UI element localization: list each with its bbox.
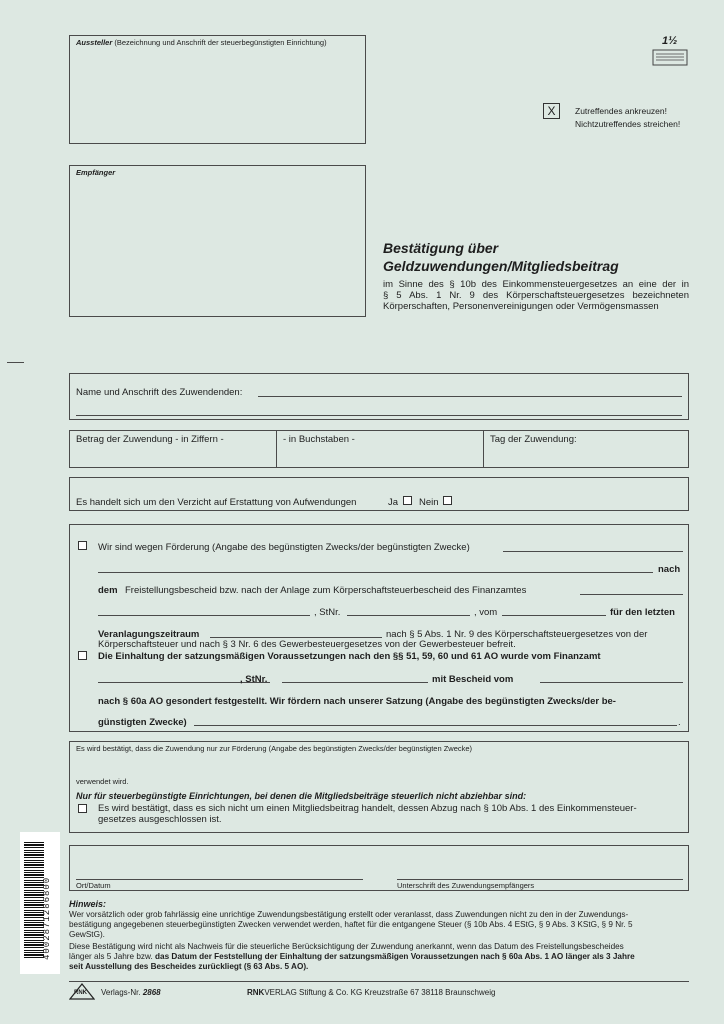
- confirm-line1: Es wird bestätigt, dass die Zuwendung nur zur Förderung (Angabe des begünstigten Zwecks/der begünstigten Zwecke): [76, 744, 473, 753]
- footer-rule: [69, 981, 689, 982]
- donor-box: [69, 373, 689, 420]
- tax-office-input2[interactable]: [98, 615, 310, 616]
- recipient-box[interactable]: [69, 165, 366, 317]
- issuer-box[interactable]: [69, 35, 366, 144]
- amount-box: [69, 430, 689, 468]
- hint-p2b-normal: länger als 5 Jahre bzw.: [69, 952, 156, 961]
- exemption-box: [69, 524, 689, 732]
- hint-p2a: Diese Bestätigung wird nicht als Nachweis für die steuerliche Berücksichtigung der Zuwendung anerkannt, wenn das Datum des Freistellungsbescheides: [69, 942, 624, 951]
- exemption-nach: nach: [658, 564, 681, 575]
- exemption-checkbox[interactable]: [78, 541, 87, 550]
- stnr2-input[interactable]: [282, 682, 428, 683]
- amount-digits-label: Betrag der Zuwendung - in Ziffern -: [76, 434, 224, 445]
- footer-order-number: 2868: [142, 988, 161, 997]
- form-title-line2: Geldzuwendungen/Mitgliedsbeitrag: [383, 258, 619, 274]
- waiver-no-label: Nein: [419, 497, 439, 508]
- stack-icon: [651, 48, 691, 68]
- donor-input-line1[interactable]: [258, 396, 682, 397]
- exemption-line6: Körperschaftsteuer und nach § 3 Nr. 6 des Gewerbesteuergesetzes von der Gewerbesteuer befreit.: [98, 639, 516, 650]
- exemption-bescheid: mit Bescheid vom: [432, 674, 514, 685]
- publisher-logo: [69, 983, 95, 1000]
- exemption-line3: Freistellungsbescheid bzw. nach der Anlage zum Körperschaftsteuerbescheid des Finanzamtes: [125, 585, 527, 596]
- waiver-text: Es handelt sich um den Verzicht auf Erstattung von Aufwendungen: [76, 497, 357, 508]
- mark-legend-line2: Nichtzutreffendes streichen!: [575, 119, 681, 129]
- notice-date-input[interactable]: [540, 682, 683, 683]
- fold-mark: [7, 362, 24, 363]
- form-desc-line1: im Sinne des § 10b des Einkommensteuergesetzes an eine der in: [383, 279, 689, 290]
- exemption-stnr2: , StNr.: [240, 674, 268, 685]
- exemption-vom: , vom: [474, 607, 498, 618]
- statutes-checkbox[interactable]: [78, 651, 87, 660]
- confirm-check2: gesetzes ausgeschlossen ist.: [98, 814, 222, 825]
- mark-legend-box: [543, 103, 560, 119]
- signature-line[interactable]: [397, 879, 683, 880]
- barcode-bars: [24, 842, 44, 960]
- period-input[interactable]: [210, 637, 382, 638]
- waiver-no-checkbox[interactable]: [443, 496, 452, 505]
- purpose-input-line2[interactable]: [98, 572, 653, 573]
- recipient-label: Empfänger: [76, 168, 116, 177]
- exemption-line9: nach § 60a AO gesondert festgestellt. Wir fördern nach unserer Satzung (Angabe des begünstigten Zwecks/der be-: [98, 696, 616, 707]
- barcode: [20, 832, 60, 974]
- hint-p1a: Wer vorsätzlich oder grob fahrlässig eine unrichtige Zuwendungsbestätigung erstellt oder veranlasst, dass Zuwendungen nicht zu den in der Zuwendungs-: [69, 910, 629, 919]
- donor-label: Name und Anschrift des Zuwendenden:: [76, 387, 243, 398]
- confirm-purpose-field[interactable]: [76, 754, 682, 774]
- issuer-label-desc: (Bezeichnung und Anschrift der steuerbegünstigten Einrichtung): [112, 38, 327, 47]
- hint-p2b-bold: das Datum der Feststellung der Einhaltung der satzungsmäßigen Voraussetzungen nach § 60a Abs. 1 AO länger als 3 Jahre: [155, 952, 635, 961]
- confirmation-box: [69, 741, 689, 833]
- footer-order: [101, 988, 161, 997]
- copy-marker-label: 1½: [662, 35, 678, 47]
- confirm-used: verwendet wird.: [76, 777, 129, 786]
- exemption-dot: .: [678, 717, 681, 728]
- date-input[interactable]: [502, 615, 606, 616]
- signature-label: Unterschrift des Zuwendungsempfängers: [397, 881, 535, 890]
- hint-title: Hinweis:: [69, 899, 107, 909]
- place-date-label: Ort/Datum: [76, 881, 111, 890]
- form-title-line1: Bestätigung über: [383, 240, 499, 256]
- footer-publisher-text: VERLAG Stiftung & Co. KG Kreuzstraße 67 38118 Braunschweig: [264, 988, 496, 997]
- exemption-dem: dem: [98, 585, 118, 596]
- exemption-line1: Wir sind wegen Förderung (Angabe des begünstigten Zwecks/der begünstigten Zwecke): [98, 542, 470, 553]
- waiver-box: [69, 477, 689, 511]
- purpose-input-line1[interactable]: [503, 551, 683, 552]
- amount-date-field[interactable]: [484, 445, 688, 467]
- exemption-line5: nach § 5 Abs. 1 Nr. 9 des Körperschaftsteuergesetzes von der: [386, 629, 648, 640]
- waiver-yes-label: Ja: [388, 497, 399, 508]
- footer-order-label: Verlags-Nr.: [101, 988, 141, 997]
- exemption-veranl: Veranlagungszeitraum: [98, 629, 200, 640]
- waiver-yes-checkbox[interactable]: [403, 496, 412, 505]
- mark-legend-x: X: [547, 104, 556, 118]
- footer-publisher-bold: RNK: [247, 988, 265, 997]
- exemption-stnr: , StNr.: [314, 607, 341, 618]
- hint-p1c: GewStG).: [69, 930, 105, 939]
- hint-p1b: bestätigung angegebenen steuerbegünstigten Zwecken verwendet werden, haftet für die entgangene Steuer (§ 10b Abs. 4 EStG, § 9 Abs. 3 KStG, § 9 Nr. 5: [69, 920, 633, 929]
- issuer-label: Aussteller: [76, 38, 113, 47]
- place-date-line[interactable]: [76, 879, 363, 880]
- donor-input-line2[interactable]: [76, 415, 682, 416]
- hint-p2b: [69, 952, 635, 961]
- form-desc-line2: § 5 Abs. 1 Nr. 9 des Körperschaftsteuergesetzes bezeichneten: [383, 290, 689, 301]
- publisher-logo-text: RNK: [74, 990, 87, 996]
- mark-legend-line1: Zutreffendes ankreuzen!: [575, 106, 667, 116]
- statute-purpose-input[interactable]: [194, 725, 677, 726]
- footer-publisher: [247, 988, 495, 997]
- copy-marker: [650, 35, 692, 69]
- form-desc-line3: Körperschaften, Personenvereinigungen oder Vermögensmassen: [383, 301, 659, 312]
- exemption-letzten: für den letzten: [610, 607, 675, 618]
- amount-date-label: Tag der Zuwendung:: [490, 434, 577, 445]
- signature-box: [69, 845, 689, 891]
- amount-words-label: - in Buchstaben -: [283, 434, 355, 445]
- amount-digits-field[interactable]: [70, 445, 276, 467]
- hint-p2c: seit Ausstellung des Bescheides zurückliegt (§ 63 Abs. 5 AO).: [69, 962, 309, 971]
- tax-office-input[interactable]: [580, 594, 683, 595]
- exemption-line10: günstigten Zwecke): [98, 717, 187, 728]
- barcode-number: 4002871286800: [42, 876, 52, 960]
- amount-words-field[interactable]: [277, 445, 483, 467]
- exemption-line7: Die Einhaltung der satzungsmäßigen Voraussetzungen nach den §§ 51, 59, 60 und 61 AO wurde vom Finanzamt: [98, 651, 601, 662]
- confirm-note: Nur für steuerbegünstigte Einrichtungen, bei denen die Mitgliedsbeiträge steuerlich nicht abziehbar sind:: [76, 791, 527, 801]
- stnr-input[interactable]: [347, 615, 470, 616]
- confirm-check1: Es wird bestätigt, dass es sich nicht um einen Mitgliedsbeitrag handelt, dessen Abzug nach § 10b Abs. 1 des Einkommensteuer-: [98, 803, 637, 814]
- membership-checkbox[interactable]: [78, 804, 87, 813]
